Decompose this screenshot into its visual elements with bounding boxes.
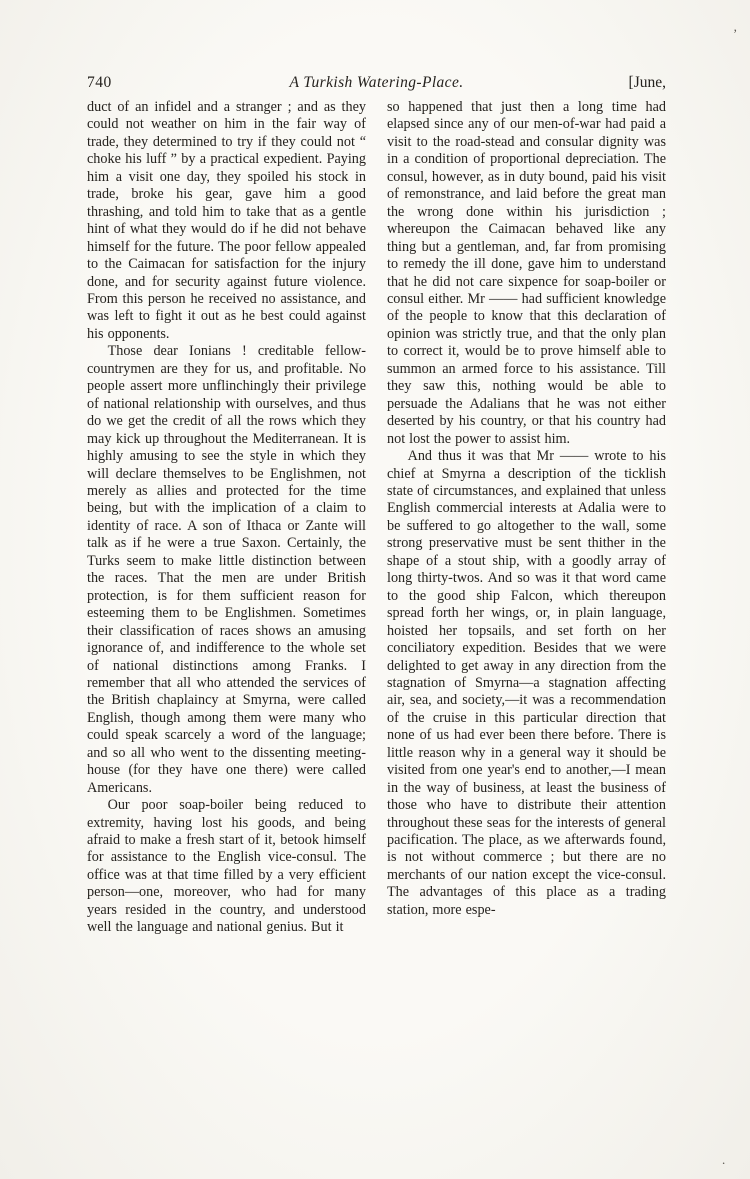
left-column (87, 99, 366, 937)
paragraph: duct of an infidel and a stranger ; and as they could not weather on him in the fair way of trade, they determined to try if they could not “ choke his luff ” by a practical expedient. Paying him a visit one day, they spoiled his stock in trade, broke his gear, gave him a good thrashing, and told him to take that as a gentle hint of what they would do if he did not behave himself for the future. The poor fellow appealed to the Caimacan for satisfaction for the injury done, and for security against future violence. From this person he received no assistance, and was left to fight it out as he best could against his opponents. (87, 99, 366, 342)
right-column (387, 99, 666, 937)
text-columns (87, 99, 666, 937)
page-number: 740 (87, 74, 112, 91)
paragraph: Those dear Ionians ! creditable fellow-countrymen are they for us, and profitable. No people assert more unflinchingly their privilege of national relationship with ourselves, and thus do we get the credit of all the rows which they may kick up throughout the Mediterranean. It is highly amusing to see the style in which they will declare themselves to be Englishmen, not merely as allies and protected for the time being, but with the implication of a claim to identity of race. A son of Ithaca or Zante will talk as if he were a true Saxon. Certainly, the Turks seem to make little distinction between the races. That the men are under British protection, is for them sufficient reason for esteeming them to be Englishmen. Sometimes their classification of races shows an amusing ignorance of, and indifference to the whole set of national distinctions among Franks. I remember that all who attended the services of the British chaplaincy at Smyrna, were called English, though among them were many who could speak scarcely a word of the language; and so all who went to the dissenting meeting-house (for they have one there) were called Americans. (87, 343, 366, 796)
page-content (87, 74, 666, 937)
page-header (87, 74, 666, 92)
issue-label: [June, (628, 74, 666, 91)
running-title: A Turkish Watering-Place. (289, 74, 464, 91)
paragraph: Our poor soap-boiler being reduced to extremity, having lost his goods, and being afraid to make a fresh start of it, betook himself for assistance to the English vice-consul. The office was at that time filled by a very efficient person—one, moreover, who had for many years resided in the country, and understood well the language and national genius. But it (87, 797, 366, 936)
scan-artifact: . (722, 1152, 726, 1167)
paragraph: And thus it was that Mr —— wrote to his chief at Smyrna a description of the ticklish state of circumstances, and explained that unless English commercial interests at Adalia were to be suffered to go altogether to the wall, some strong preservative must be sent thither in the shape of a stout ship, with a goodly array of long thirty-twos. And so was it that word came to the good ship Falcon, which thereupon spread forth her wings, or, in plain language, hoisted her topsails, and set forth on her conciliatory expedition. Besides that we were delighted to get away in any direction from the stagnation of Smyrna—a stagnation affecting air, sea, and society,—it was a recommendation of the cruise in this particular direction that none of us had ever been there before. There is little reason why in a general way it should be visited from one year's end to another,—I mean in the way of business, at least the business of those who have to distribute their attention throughout these seas for the interests of general pacification. The place, as we afterwards found, is not without commerce ; but there are no merchants of our nation except the vice-consul. The advantages of this place as a trading station, more espe- (387, 448, 666, 918)
paragraph: so happened that just then a long time had elapsed since any of our men-of-war had paid a visit to the road-stead and consular dignity was in a condition of proportional depreciation. The consul, however, as in duty bound, paid his visit of remonstrance, and laid before the great man the wrong done within his jurisdiction ; whereupon the Caimacan behaved like any thing but a gentleman, and, far from promising to remedy the ill done, gave him to understand that he did not care sixpence for soap-boiler or consul either. Mr —— had sufficient knowledge of the people to know that this declaration of opinion was strictly true, and that the only plan to correct it, would be to prove himself able to summon an armed force to his assistance. Till they saw this, nothing would be able to persuade the Adalians that he was not either deserted by his country, or that his country had not lost the power to assist him. (387, 99, 666, 447)
scan-artifact: ’ (733, 26, 738, 41)
